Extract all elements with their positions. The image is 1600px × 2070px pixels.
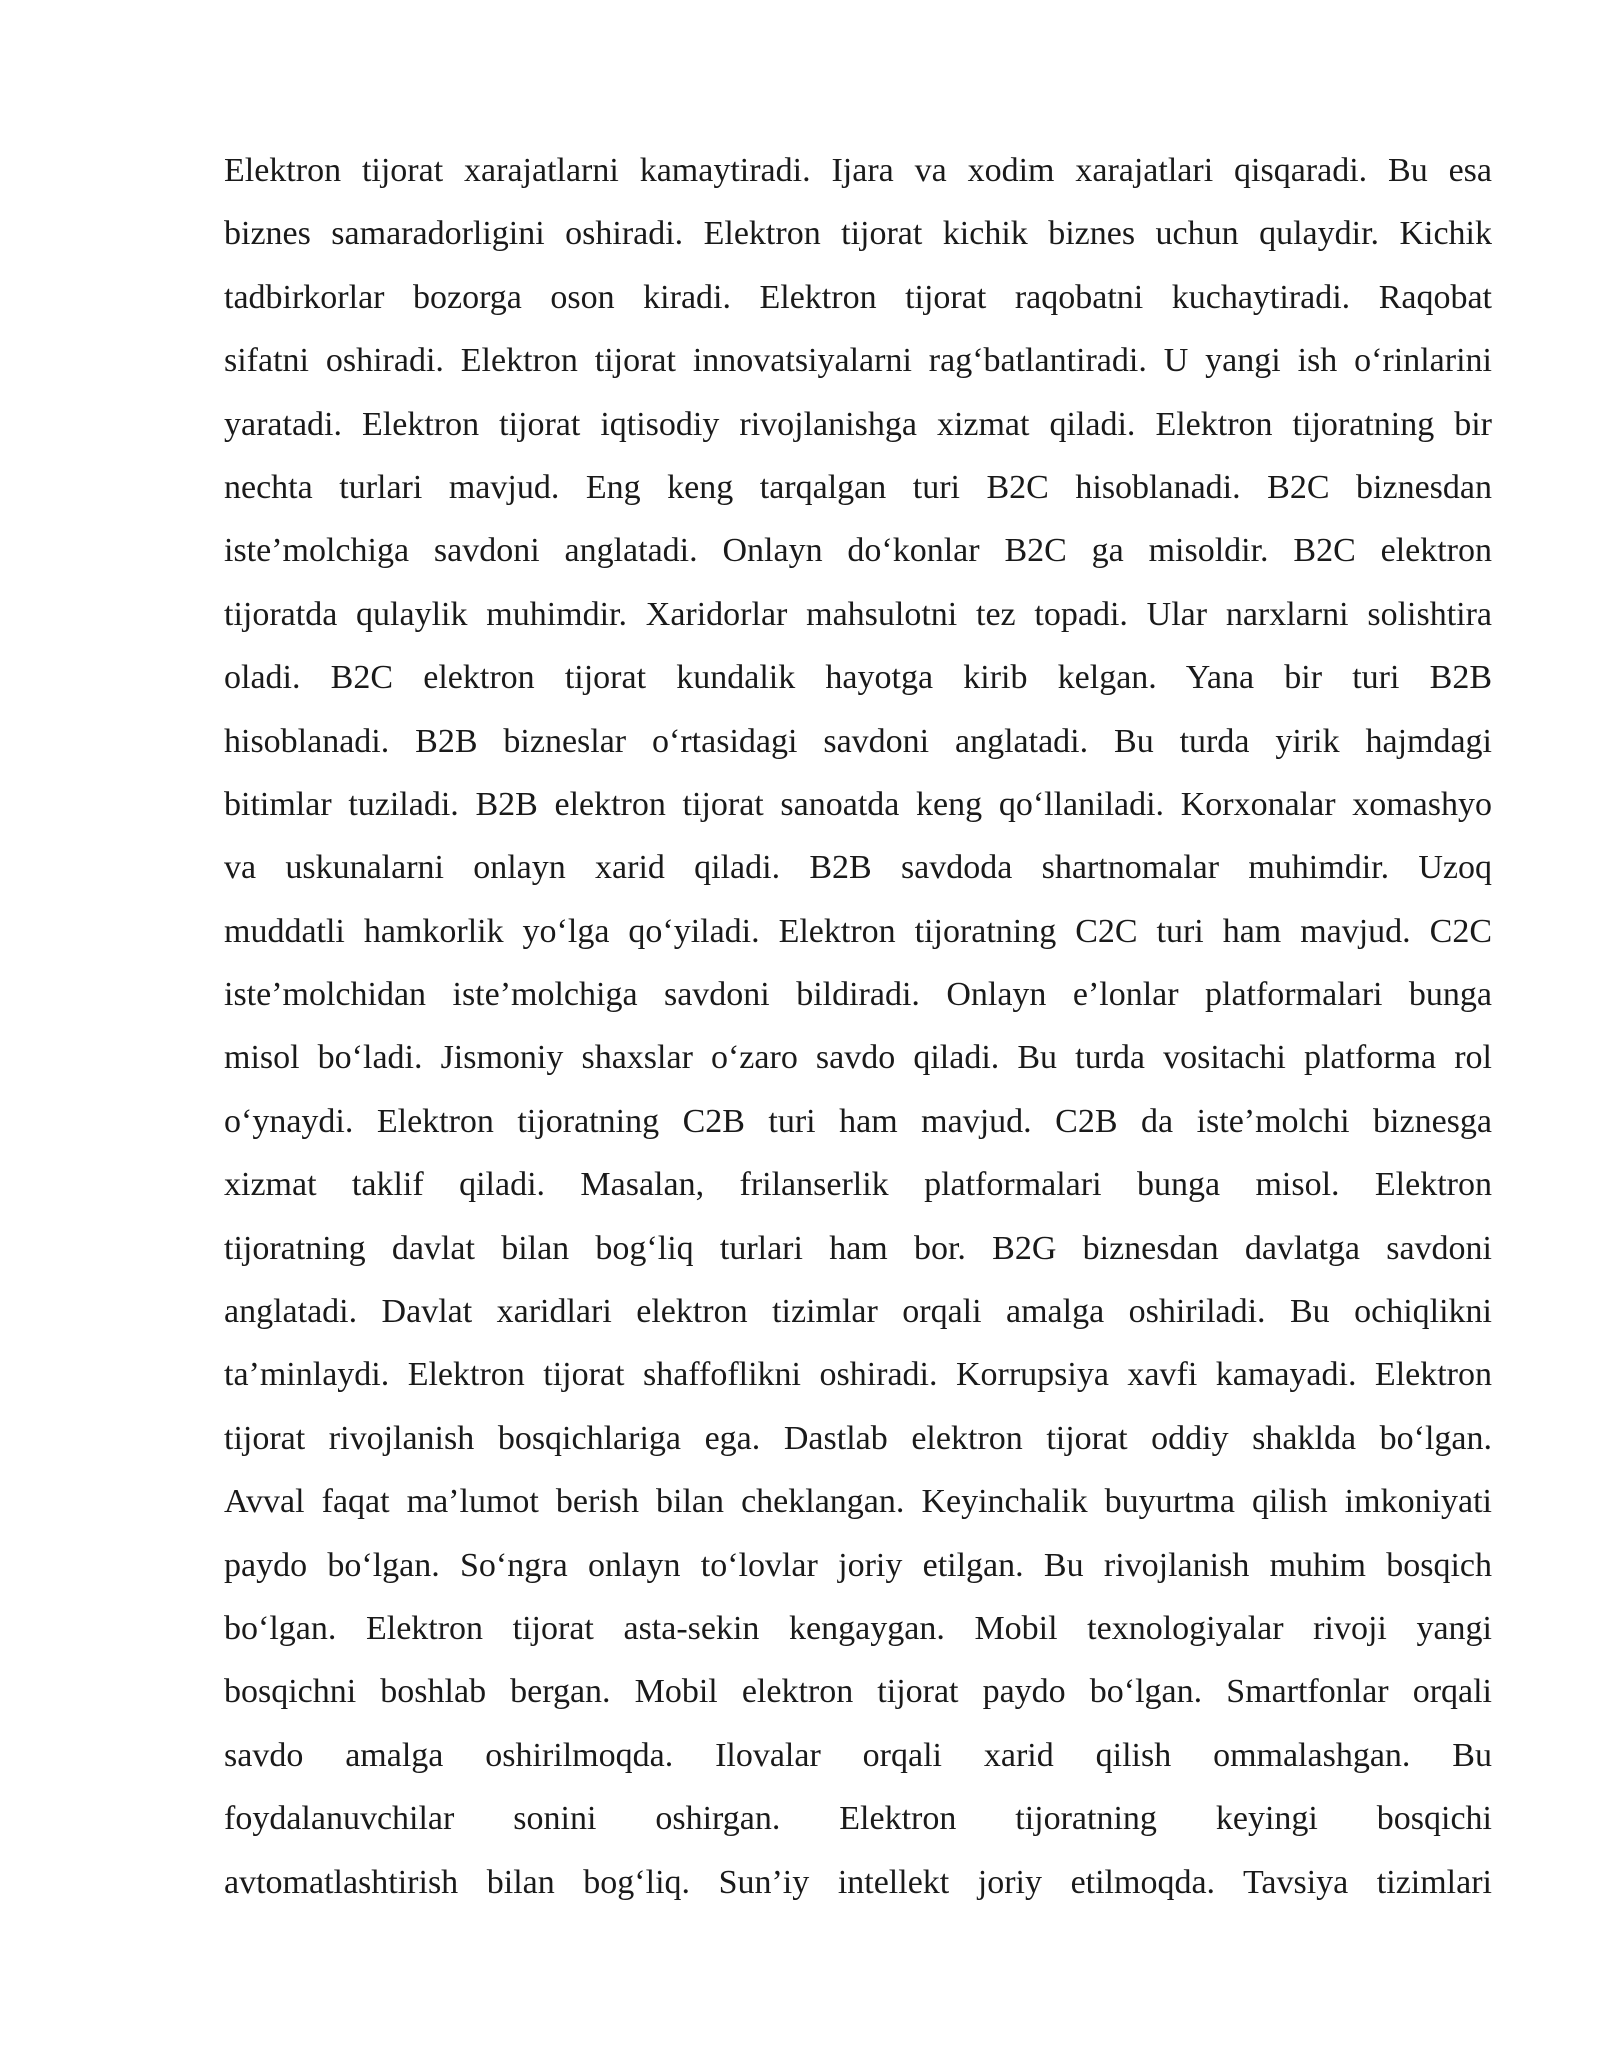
text-line: tijoratning davlat bilan bog‘liq turlari ham bor. B2G biznesdan davlatga savdoni bbox=[224, 1229, 1492, 1267]
text-line: Avval faqat ma’lumot berish bilan cheklangan. Keyinchalik buyurtma qilish imkoniyati bbox=[224, 1483, 1492, 1521]
text-line: Elektron tijorat xarajatlarni kamaytiradi. Ijara va xodim xarajatlari qisqaradi. Bu esa bbox=[224, 152, 1492, 189]
text-line: tijoratda qulaylik muhimdir. Xaridorlar mahsulotni tez topadi. Ular narxlarni solishtira bbox=[224, 595, 1492, 633]
text-line: avtomatlashtirish bilan bog‘liq. Sun’iy intellekt joriy etilmoqda. Tavsiya tizimlari bbox=[224, 1863, 1492, 1901]
text-line: tijorat rivojlanish bosqichlariga ega. Dastlab elektron tijorat oddiy shaklda bo‘lgan. bbox=[224, 1419, 1492, 1457]
text-line: sifatni oshiradi. Elektron tijorat innovatsiyalarni rag‘batlantiradi. U yangi ish o‘rinlarini bbox=[224, 342, 1492, 380]
text-line: muddatli hamkorlik yo‘lga qo‘yiladi. Elektron tijoratning C2C turi ham mavjud. C2C bbox=[224, 912, 1492, 950]
text-line: xizmat taklif qiladi. Masalan, frilanserlik platformalari bunga misol. Elektron bbox=[224, 1166, 1492, 1204]
text-line: foydalanuvchilar sonini oshirgan. Elektron tijoratning keyingi bosqichi bbox=[224, 1800, 1492, 1838]
text-line: bo‘lgan. Elektron tijorat asta-sekin kengaygan. Mobil texnologiyalar rivoji yangi bbox=[224, 1609, 1492, 1647]
text-line: iste’molchidan iste’molchiga savdoni bildiradi. Onlayn e’lonlar platformalari bunga bbox=[224, 976, 1492, 1014]
text-line: bitimlar tuziladi. B2B elektron tijorat sanoatda keng qo‘llaniladi. Korxonalar xomashyo bbox=[224, 785, 1492, 823]
text-line: misol bo‘ladi. Jismoniy shaxslar o‘zaro savdo qiladi. Bu turda vositachi platforma rol bbox=[224, 1039, 1492, 1077]
text-line: savdo amalga oshirilmoqda. Ilovalar orqali xarid qilish ommalashgan. Bu bbox=[224, 1736, 1492, 1774]
text-line: va uskunalarni onlayn xarid qiladi. B2B savdoda shartnomalar muhimdir. Uzoq bbox=[224, 849, 1492, 887]
text-line: iste’molchiga savdoni anglatadi. Onlayn do‘konlar B2C ga misoldir. B2C elektron bbox=[224, 532, 1492, 570]
text-line: nechta turlari mavjud. Eng keng tarqalgan turi B2C hisoblanadi. B2C biznesdan bbox=[224, 468, 1492, 506]
text-line: anglatadi. Davlat xaridlari elektron tizimlar orqali amalga oshiriladi. Bu ochiqlikni bbox=[224, 1293, 1492, 1331]
text-line: bosqichni boshlab bergan. Mobil elektron tijorat paydo bo‘lgan. Smartfonlar orqali bbox=[224, 1673, 1492, 1711]
body-paragraph bbox=[224, 143, 1492, 1918]
text-line: biznes samaradorligini oshiradi. Elektron tijorat kichik biznes uchun qulaydir. Kichik bbox=[224, 215, 1492, 253]
text-line: hisoblanadi. B2B bizneslar o‘rtasidagi savdoni anglatadi. Bu turda yirik hajmdagi bbox=[224, 722, 1492, 760]
text-line: tadbirkorlar bozorga oson kiradi. Elektron tijorat raqobatni kuchaytiradi. Raqobat bbox=[224, 278, 1492, 316]
text-line: oladi. B2C elektron tijorat kundalik hayotga kirib kelgan. Yana bir turi B2B bbox=[224, 659, 1492, 697]
text-line: ta’minlaydi. Elektron tijorat shaffoflikni oshiradi. Korrupsiya xavfi kamayadi. Elektron bbox=[224, 1356, 1492, 1394]
text-line: paydo bo‘lgan. So‘ngra onlayn to‘lovlar joriy etilgan. Bu rivojlanish muhim bosqich bbox=[224, 1546, 1492, 1584]
text-line: o‘ynaydi. Elektron tijoratning C2B turi ham mavjud. C2B da iste’molchi biznesga bbox=[224, 1102, 1492, 1140]
text-line: yaratadi. Elektron tijorat iqtisodiy rivojlanishga xizmat qiladi. Elektron tijoratning bir bbox=[224, 405, 1492, 443]
